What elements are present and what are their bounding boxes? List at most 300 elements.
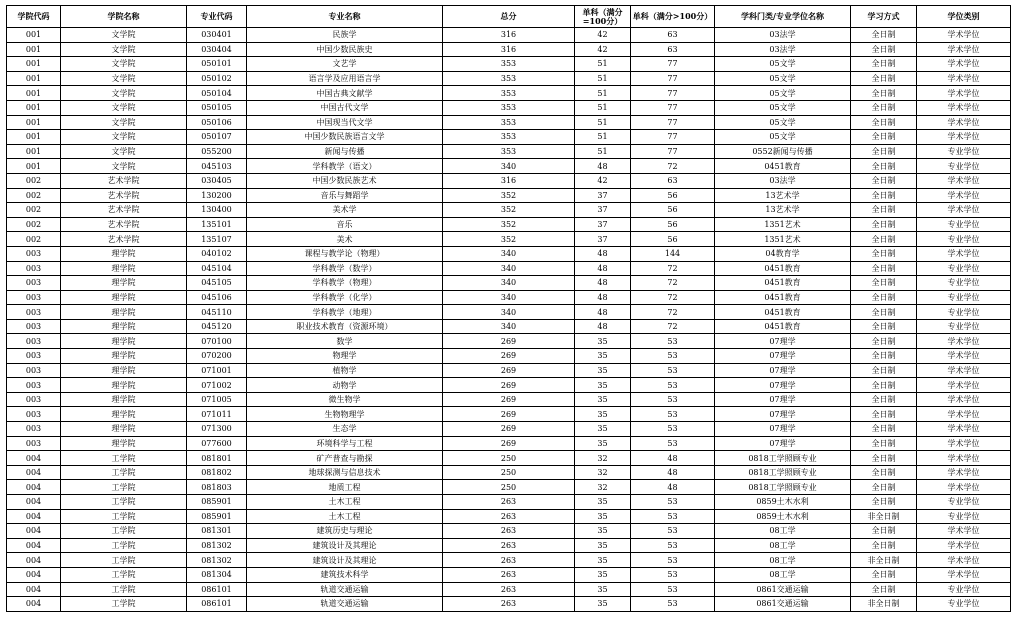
- cell-college-code: 002: [7, 188, 61, 203]
- cell-discipline: 07理学: [715, 392, 851, 407]
- cell-major-name: 学科教学（化学）: [247, 290, 443, 305]
- table-row: [7, 349, 1011, 364]
- cell-college-code: 001: [7, 42, 61, 57]
- cell-college-name: 工学院: [61, 567, 187, 582]
- cell-single-score-100: 51: [575, 144, 631, 159]
- cell-major-code: 045110: [187, 305, 247, 320]
- cell-single-score-over-100: 53: [631, 495, 715, 510]
- cell-major-name: 生物物理学: [247, 407, 443, 422]
- cell-single-score-over-100: 77: [631, 71, 715, 86]
- cell-single-score-over-100: 72: [631, 319, 715, 334]
- cell-total-score: 352: [443, 188, 575, 203]
- cell-single-score-over-100: 53: [631, 407, 715, 422]
- cell-major-code: 030401: [187, 28, 247, 43]
- table-row: [7, 582, 1011, 597]
- cell-study-mode: 全日制: [851, 567, 917, 582]
- table-row: [7, 451, 1011, 466]
- cell-discipline: 0818工学照顾专业: [715, 451, 851, 466]
- table-row: [7, 378, 1011, 393]
- table-row: [7, 319, 1011, 334]
- table-row: [7, 115, 1011, 130]
- header-single-over-100: 单科（满分>100分）: [631, 6, 715, 28]
- cell-total-score: 263: [443, 582, 575, 597]
- cell-single-score-over-100: 53: [631, 392, 715, 407]
- cell-single-score-100: 37: [575, 217, 631, 232]
- cell-major-code: 081302: [187, 538, 247, 553]
- cell-discipline: 05文学: [715, 71, 851, 86]
- header-major-name: 专业名称: [247, 6, 443, 28]
- cell-major-name: 新闻与传播: [247, 144, 443, 159]
- cell-college-code: 004: [7, 451, 61, 466]
- table-row: [7, 71, 1011, 86]
- cell-college-name: 工学院: [61, 524, 187, 539]
- cell-discipline: 07理学: [715, 407, 851, 422]
- cell-single-score-over-100: 77: [631, 100, 715, 115]
- cell-discipline: 03法学: [715, 28, 851, 43]
- cell-single-score-over-100: 53: [631, 567, 715, 582]
- cell-study-mode: 全日制: [851, 465, 917, 480]
- cell-total-score: 353: [443, 115, 575, 130]
- cell-college-name: 工学院: [61, 538, 187, 553]
- cell-study-mode: 非全日制: [851, 597, 917, 612]
- cell-major-code: 071011: [187, 407, 247, 422]
- cell-study-mode: 非全日制: [851, 553, 917, 568]
- cell-major-code: 070100: [187, 334, 247, 349]
- cell-discipline: 07理学: [715, 422, 851, 437]
- cell-college-name: 理学院: [61, 392, 187, 407]
- cell-single-score-over-100: 77: [631, 57, 715, 72]
- cell-college-name: 文学院: [61, 115, 187, 130]
- header-discipline: 学科门类/专业学位名称: [715, 6, 851, 28]
- cell-total-score: 316: [443, 42, 575, 57]
- cell-major-name: 地球探测与信息技术: [247, 465, 443, 480]
- cell-college-name: 文学院: [61, 144, 187, 159]
- cell-study-mode: 全日制: [851, 86, 917, 101]
- cell-study-mode: 全日制: [851, 349, 917, 364]
- cell-discipline: 07理学: [715, 378, 851, 393]
- cell-degree-type: 专业学位: [917, 495, 1011, 510]
- cell-discipline: 08工学: [715, 567, 851, 582]
- cell-total-score: 250: [443, 451, 575, 466]
- cell-discipline: 0859土木水利: [715, 495, 851, 510]
- cell-college-code: 003: [7, 349, 61, 364]
- cell-study-mode: 全日制: [851, 276, 917, 291]
- cell-college-name: 文学院: [61, 130, 187, 145]
- table-row: [7, 495, 1011, 510]
- cell-single-score-over-100: 56: [631, 232, 715, 247]
- cell-discipline: 0859土木水利: [715, 509, 851, 524]
- cell-study-mode: 全日制: [851, 130, 917, 145]
- cell-discipline: 0552新闻与传播: [715, 144, 851, 159]
- cell-single-score-100: 48: [575, 246, 631, 261]
- cell-discipline: 08工学: [715, 553, 851, 568]
- cell-college-name: 工学院: [61, 597, 187, 612]
- cell-single-score-over-100: 53: [631, 553, 715, 568]
- cell-degree-type: 专业学位: [917, 232, 1011, 247]
- cell-major-name: 矿产普查与勘探: [247, 451, 443, 466]
- cell-single-score-over-100: 53: [631, 378, 715, 393]
- cell-college-name: 理学院: [61, 407, 187, 422]
- cell-degree-type: 学术学位: [917, 538, 1011, 553]
- cell-degree-type: 学术学位: [917, 86, 1011, 101]
- cell-single-score-100: 48: [575, 276, 631, 291]
- cell-single-score-100: 51: [575, 57, 631, 72]
- cell-major-name: 美术学: [247, 203, 443, 218]
- cell-major-code: 040102: [187, 246, 247, 261]
- cell-study-mode: 全日制: [851, 246, 917, 261]
- cell-total-score: 263: [443, 538, 575, 553]
- cell-major-name: 微生物学: [247, 392, 443, 407]
- cell-discipline: 08工学: [715, 538, 851, 553]
- cell-single-score-100: 35: [575, 553, 631, 568]
- cell-degree-type: 专业学位: [917, 319, 1011, 334]
- cell-degree-type: 专业学位: [917, 509, 1011, 524]
- cell-degree-type: 专业学位: [917, 305, 1011, 320]
- cell-single-score-over-100: 63: [631, 28, 715, 43]
- cell-college-code: 001: [7, 100, 61, 115]
- cell-total-score: 250: [443, 480, 575, 495]
- cell-major-name: 中国古代文学: [247, 100, 443, 115]
- cell-college-code: 001: [7, 159, 61, 174]
- cell-major-name: 学科教学（地理）: [247, 305, 443, 320]
- cell-degree-type: 学术学位: [917, 57, 1011, 72]
- cell-total-score: 263: [443, 524, 575, 539]
- header-single-100: 单科（满分=100分）: [575, 6, 631, 28]
- cell-discipline: 05文学: [715, 130, 851, 145]
- cell-discipline: 08工学: [715, 524, 851, 539]
- cell-study-mode: 全日制: [851, 217, 917, 232]
- cell-college-code: 001: [7, 115, 61, 130]
- cell-college-name: 理学院: [61, 334, 187, 349]
- cell-single-score-over-100: 72: [631, 305, 715, 320]
- cell-total-score: 263: [443, 597, 575, 612]
- cell-single-score-100: 42: [575, 42, 631, 57]
- cell-discipline: 0451教育: [715, 261, 851, 276]
- cell-major-code: 071005: [187, 392, 247, 407]
- cell-degree-type: 学术学位: [917, 115, 1011, 130]
- cell-major-name: 中国现当代文学: [247, 115, 443, 130]
- cell-major-name: 中国少数民族艺术: [247, 173, 443, 188]
- cell-degree-type: 专业学位: [917, 159, 1011, 174]
- cell-degree-type: 专业学位: [917, 144, 1011, 159]
- cell-single-score-100: 42: [575, 173, 631, 188]
- cell-single-score-over-100: 77: [631, 130, 715, 145]
- cell-study-mode: 全日制: [851, 173, 917, 188]
- cell-degree-type: 学术学位: [917, 100, 1011, 115]
- cell-major-code: 050102: [187, 71, 247, 86]
- cell-college-code: 001: [7, 86, 61, 101]
- cell-total-score: 263: [443, 567, 575, 582]
- table-row: [7, 524, 1011, 539]
- cell-single-score-over-100: 53: [631, 436, 715, 451]
- cell-degree-type: 专业学位: [917, 276, 1011, 291]
- cell-college-name: 工学院: [61, 553, 187, 568]
- cell-degree-type: 学术学位: [917, 553, 1011, 568]
- table-row: [7, 261, 1011, 276]
- table-header-row: [7, 6, 1011, 28]
- cell-college-name: 理学院: [61, 276, 187, 291]
- cell-college-name: 理学院: [61, 349, 187, 364]
- cell-degree-type: 学术学位: [917, 246, 1011, 261]
- cell-study-mode: 全日制: [851, 203, 917, 218]
- cell-major-name: 文艺学: [247, 57, 443, 72]
- cell-major-name: 建筑历史与理论: [247, 524, 443, 539]
- cell-study-mode: 全日制: [851, 115, 917, 130]
- cell-major-code: 045105: [187, 276, 247, 291]
- cell-major-code: 130200: [187, 188, 247, 203]
- cell-discipline: 05文学: [715, 86, 851, 101]
- cell-single-score-100: 35: [575, 334, 631, 349]
- cell-single-score-100: 35: [575, 378, 631, 393]
- cell-college-code: 003: [7, 436, 61, 451]
- cell-degree-type: 学术学位: [917, 378, 1011, 393]
- table-row: [7, 465, 1011, 480]
- cell-total-score: 316: [443, 28, 575, 43]
- cell-major-name: 建筑设计及其理论: [247, 538, 443, 553]
- cell-total-score: 352: [443, 217, 575, 232]
- table-row: [7, 597, 1011, 612]
- table-row: [7, 159, 1011, 174]
- cell-major-code: 055200: [187, 144, 247, 159]
- cell-college-name: 工学院: [61, 480, 187, 495]
- cell-major-name: 建筑技术科学: [247, 567, 443, 582]
- cell-college-code: 002: [7, 203, 61, 218]
- table-row: [7, 290, 1011, 305]
- cell-single-score-100: 35: [575, 436, 631, 451]
- header-total-score: 总分: [443, 6, 575, 28]
- header-study-mode: 学习方式: [851, 6, 917, 28]
- cell-single-score-100: 48: [575, 305, 631, 320]
- cell-total-score: 353: [443, 71, 575, 86]
- cell-single-score-100: 35: [575, 582, 631, 597]
- cell-discipline: 13艺术学: [715, 188, 851, 203]
- cell-single-score-over-100: 53: [631, 334, 715, 349]
- cell-major-name: 轨道交通运输: [247, 597, 443, 612]
- table-row: [7, 305, 1011, 320]
- cell-study-mode: 全日制: [851, 290, 917, 305]
- cell-total-score: 269: [443, 422, 575, 437]
- cell-college-name: 理学院: [61, 319, 187, 334]
- cell-study-mode: 全日制: [851, 582, 917, 597]
- cell-college-name: 艺术学院: [61, 173, 187, 188]
- cell-major-code: 081304: [187, 567, 247, 582]
- cell-study-mode: 全日制: [851, 159, 917, 174]
- cell-total-score: 269: [443, 407, 575, 422]
- cell-study-mode: 全日制: [851, 334, 917, 349]
- cell-major-code: 050107: [187, 130, 247, 145]
- cell-discipline: 07理学: [715, 334, 851, 349]
- cell-college-code: 004: [7, 480, 61, 495]
- cell-college-name: 理学院: [61, 363, 187, 378]
- cell-single-score-100: 35: [575, 495, 631, 510]
- table-row: [7, 334, 1011, 349]
- cell-college-name: 工学院: [61, 509, 187, 524]
- cell-single-score-over-100: 77: [631, 86, 715, 101]
- cell-total-score: 340: [443, 261, 575, 276]
- cell-degree-type: 专业学位: [917, 582, 1011, 597]
- cell-college-code: 004: [7, 524, 61, 539]
- cell-single-score-100: 35: [575, 422, 631, 437]
- table-body: [7, 28, 1011, 612]
- table-row: [7, 144, 1011, 159]
- cell-single-score-100: 37: [575, 188, 631, 203]
- cell-single-score-100: 51: [575, 86, 631, 101]
- cell-study-mode: 全日制: [851, 524, 917, 539]
- cell-single-score-over-100: 72: [631, 290, 715, 305]
- cell-single-score-over-100: 53: [631, 349, 715, 364]
- cell-college-name: 理学院: [61, 436, 187, 451]
- cell-degree-type: 学术学位: [917, 451, 1011, 466]
- cell-total-score: 340: [443, 246, 575, 261]
- cell-college-code: 001: [7, 130, 61, 145]
- cell-study-mode: 全日制: [851, 407, 917, 422]
- cell-discipline: 07理学: [715, 349, 851, 364]
- header-college-name: 学院名称: [61, 6, 187, 28]
- cell-total-score: 250: [443, 465, 575, 480]
- cell-major-name: 物理学: [247, 349, 443, 364]
- cell-discipline: 1351艺术: [715, 217, 851, 232]
- cell-total-score: 352: [443, 232, 575, 247]
- cell-single-score-100: 35: [575, 538, 631, 553]
- cell-college-code: 003: [7, 392, 61, 407]
- table-row: [7, 232, 1011, 247]
- cell-discipline: 05文学: [715, 57, 851, 72]
- cell-single-score-over-100: 53: [631, 538, 715, 553]
- cell-single-score-over-100: 56: [631, 188, 715, 203]
- cell-college-code: 003: [7, 422, 61, 437]
- cell-degree-type: 专业学位: [917, 261, 1011, 276]
- cell-college-code: 003: [7, 334, 61, 349]
- cell-single-score-over-100: 56: [631, 203, 715, 218]
- cell-single-score-over-100: 72: [631, 261, 715, 276]
- table-row: [7, 42, 1011, 57]
- cell-study-mode: 全日制: [851, 363, 917, 378]
- cell-degree-type: 学术学位: [917, 71, 1011, 86]
- cell-college-name: 文学院: [61, 100, 187, 115]
- cell-college-code: 001: [7, 57, 61, 72]
- cell-college-name: 工学院: [61, 495, 187, 510]
- cell-single-score-100: 37: [575, 203, 631, 218]
- cell-discipline: 0451教育: [715, 290, 851, 305]
- cell-total-score: 353: [443, 130, 575, 145]
- cell-total-score: 269: [443, 392, 575, 407]
- cell-college-code: 003: [7, 319, 61, 334]
- table-row: [7, 392, 1011, 407]
- cell-single-score-100: 32: [575, 465, 631, 480]
- cell-study-mode: 全日制: [851, 232, 917, 247]
- cell-major-code: 070200: [187, 349, 247, 364]
- cell-college-code: 004: [7, 582, 61, 597]
- cell-single-score-over-100: 53: [631, 363, 715, 378]
- cell-single-score-over-100: 72: [631, 276, 715, 291]
- cell-college-name: 工学院: [61, 451, 187, 466]
- cell-study-mode: 全日制: [851, 436, 917, 451]
- cell-degree-type: 学术学位: [917, 130, 1011, 145]
- cell-discipline: 0818工学照顾专业: [715, 480, 851, 495]
- cell-total-score: 263: [443, 553, 575, 568]
- cell-major-code: 050101: [187, 57, 247, 72]
- cell-discipline: 13艺术学: [715, 203, 851, 218]
- cell-discipline: 0818工学照顾专业: [715, 465, 851, 480]
- cell-major-code: 135101: [187, 217, 247, 232]
- cell-single-score-over-100: 56: [631, 217, 715, 232]
- cell-single-score-100: 32: [575, 451, 631, 466]
- cell-college-name: 文学院: [61, 42, 187, 57]
- cell-total-score: 269: [443, 334, 575, 349]
- cell-degree-type: 专业学位: [917, 290, 1011, 305]
- cell-college-code: 004: [7, 553, 61, 568]
- cell-single-score-over-100: 63: [631, 173, 715, 188]
- table-row: [7, 480, 1011, 495]
- cell-degree-type: 学术学位: [917, 567, 1011, 582]
- cell-total-score: 340: [443, 290, 575, 305]
- cell-college-code: 004: [7, 538, 61, 553]
- cell-major-name: 土木工程: [247, 509, 443, 524]
- cell-total-score: 340: [443, 276, 575, 291]
- cell-college-code: 004: [7, 597, 61, 612]
- table-row: [7, 100, 1011, 115]
- cell-major-code: 045106: [187, 290, 247, 305]
- cell-total-score: 263: [443, 495, 575, 510]
- cell-total-score: 353: [443, 86, 575, 101]
- cell-discipline: 0451教育: [715, 159, 851, 174]
- cell-degree-type: 学术学位: [917, 173, 1011, 188]
- cell-study-mode: 全日制: [851, 57, 917, 72]
- cell-major-name: 环境科学与工程: [247, 436, 443, 451]
- cell-major-code: 050104: [187, 86, 247, 101]
- cell-total-score: 269: [443, 363, 575, 378]
- cell-study-mode: 全日制: [851, 71, 917, 86]
- cell-major-code: 081302: [187, 553, 247, 568]
- cell-major-name: 生态学: [247, 422, 443, 437]
- cell-college-code: 001: [7, 71, 61, 86]
- cell-single-score-over-100: 144: [631, 246, 715, 261]
- cell-major-code: 081801: [187, 451, 247, 466]
- cell-major-code: 050106: [187, 115, 247, 130]
- cell-study-mode: 全日制: [851, 144, 917, 159]
- cell-degree-type: 学术学位: [917, 422, 1011, 437]
- cell-college-code: 004: [7, 567, 61, 582]
- cell-single-score-100: 48: [575, 290, 631, 305]
- cell-college-code: 003: [7, 261, 61, 276]
- cell-discipline: 1351艺术: [715, 232, 851, 247]
- cell-college-code: 002: [7, 173, 61, 188]
- cell-degree-type: 学术学位: [917, 203, 1011, 218]
- cell-degree-type: 学术学位: [917, 42, 1011, 57]
- cell-total-score: 352: [443, 203, 575, 218]
- cell-college-code: 003: [7, 246, 61, 261]
- cell-single-score-100: 35: [575, 349, 631, 364]
- cell-single-score-100: 48: [575, 159, 631, 174]
- cell-degree-type: 专业学位: [917, 597, 1011, 612]
- cell-single-score-100: 35: [575, 509, 631, 524]
- cell-college-name: 文学院: [61, 86, 187, 101]
- cell-single-score-100: 51: [575, 115, 631, 130]
- cell-discipline: 05文学: [715, 115, 851, 130]
- cell-total-score: 340: [443, 319, 575, 334]
- cell-single-score-100: 35: [575, 407, 631, 422]
- cell-single-score-over-100: 48: [631, 480, 715, 495]
- cell-total-score: 353: [443, 57, 575, 72]
- cell-study-mode: 全日制: [851, 538, 917, 553]
- score-table-container: [6, 5, 1011, 612]
- cell-major-code: 085901: [187, 495, 247, 510]
- cell-major-name: 职业技术教育（资源环境）: [247, 319, 443, 334]
- cell-major-code: 086101: [187, 597, 247, 612]
- cell-degree-type: 专业学位: [917, 217, 1011, 232]
- cell-major-name: 学科教学（数学）: [247, 261, 443, 276]
- cell-single-score-over-100: 53: [631, 597, 715, 612]
